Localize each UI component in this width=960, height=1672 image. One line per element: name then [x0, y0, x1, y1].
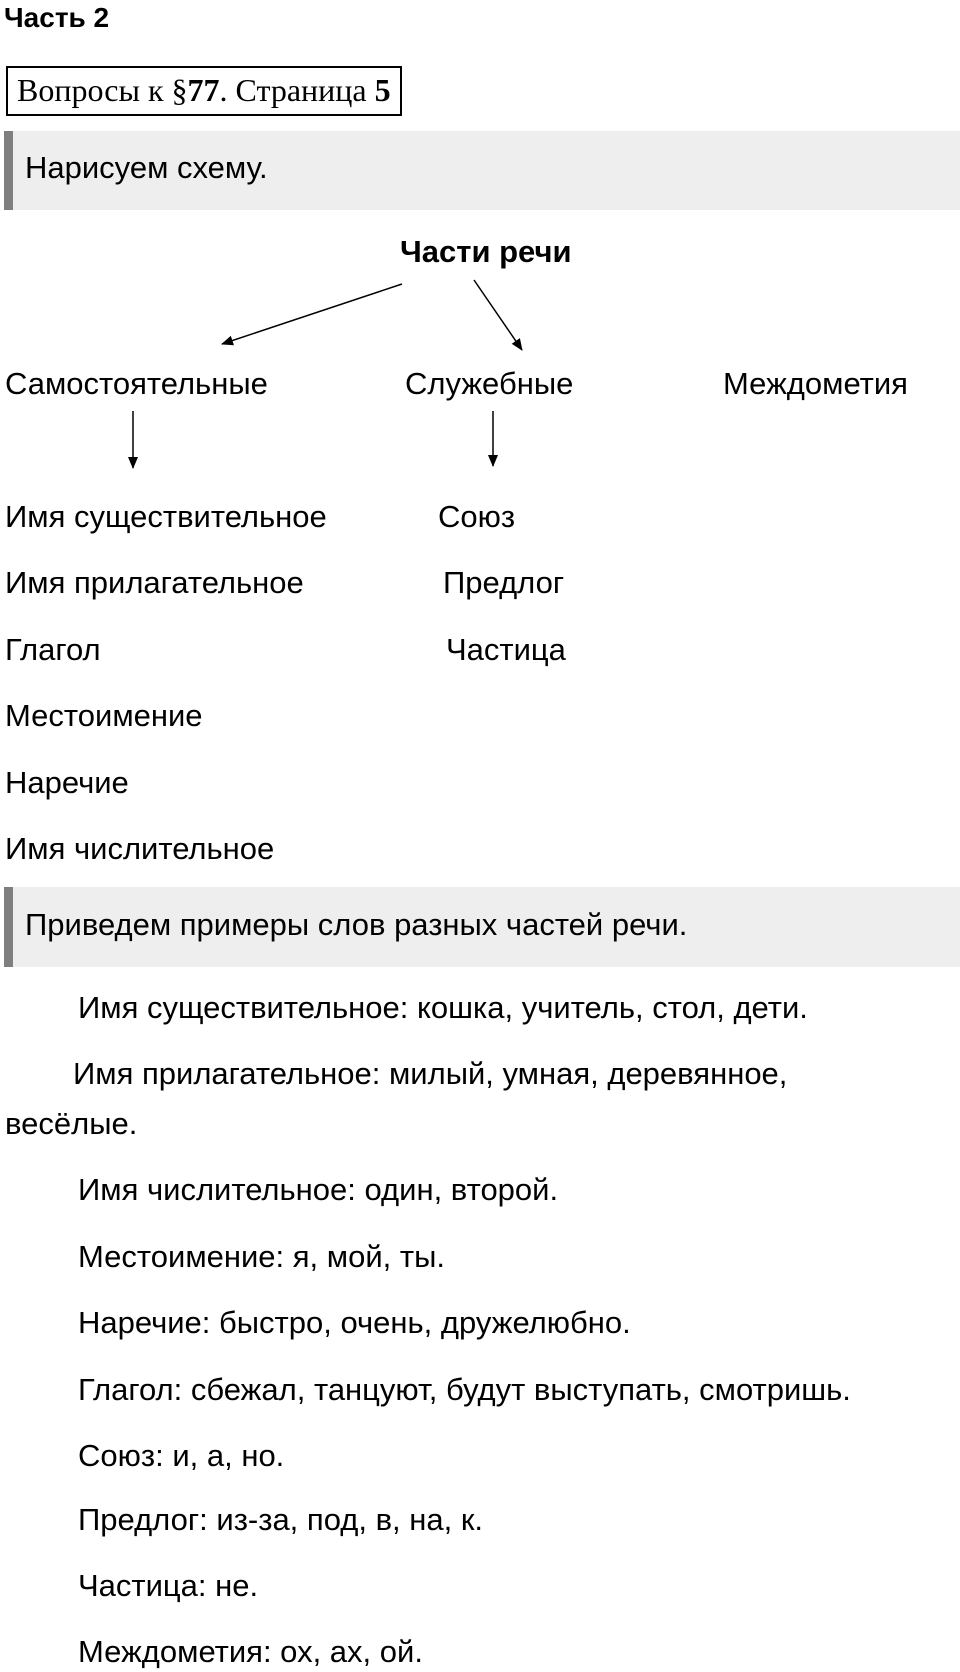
- category-independent: Самостоятельные: [5, 366, 268, 401]
- diagram-root: Части речи: [400, 234, 572, 269]
- example-line: Наречие: быстро, очень, дружелюбно.: [78, 1305, 631, 1340]
- example-line: Междометия: ох, ах, ой.: [78, 1634, 423, 1669]
- example-line: Частица: не.: [78, 1568, 259, 1603]
- arrow-to-auxiliary: [474, 280, 522, 350]
- independent-item: Имя существительное: [5, 499, 327, 534]
- category-interjections: Междометия: [723, 366, 908, 401]
- questions-prefix: Вопросы к §: [17, 72, 188, 108]
- arrow-to-independent: [222, 284, 402, 344]
- example-line: Глагол: сбежал, танцуют, будут выступать, смотришь.: [78, 1372, 851, 1407]
- example-line: Имя прилагательное: милый, умная, деревянное,: [73, 1056, 788, 1091]
- auxiliary-item: Предлог: [443, 565, 565, 600]
- example-line: Имя числительное: один, второй.: [78, 1172, 559, 1207]
- example-line: Местоимение: я, мой, ты.: [78, 1239, 445, 1274]
- category-auxiliary: Служебные: [405, 366, 574, 401]
- example-line: Имя существительное: кошка, учитель, стол, дети.: [78, 990, 808, 1025]
- independent-item: Имя прилагательное: [5, 565, 304, 600]
- example-line: весёлые.: [5, 1106, 138, 1141]
- page-number: 5: [374, 72, 391, 108]
- scheme-heading: Нарисуем схему.: [4, 131, 960, 210]
- independent-item: Имя числительное: [5, 831, 275, 866]
- example-line: Союз: и, а, но.: [78, 1438, 285, 1473]
- part-label: Часть 2: [4, 2, 110, 33]
- independent-item: Местоимение: [5, 698, 203, 733]
- questions-box: [6, 66, 402, 116]
- example-line: Предлог: из-за, под, в, на, к.: [78, 1502, 484, 1537]
- paragraph-number: 77: [187, 72, 220, 108]
- auxiliary-item: Союз: [438, 499, 516, 534]
- page-prefix: . Страница: [219, 72, 375, 108]
- auxiliary-item: Частица: [446, 632, 566, 667]
- examples-heading: Приведем примеры слов разных частей речи.: [4, 887, 960, 967]
- independent-item: Глагол: [5, 632, 101, 667]
- independent-item: Наречие: [5, 765, 129, 800]
